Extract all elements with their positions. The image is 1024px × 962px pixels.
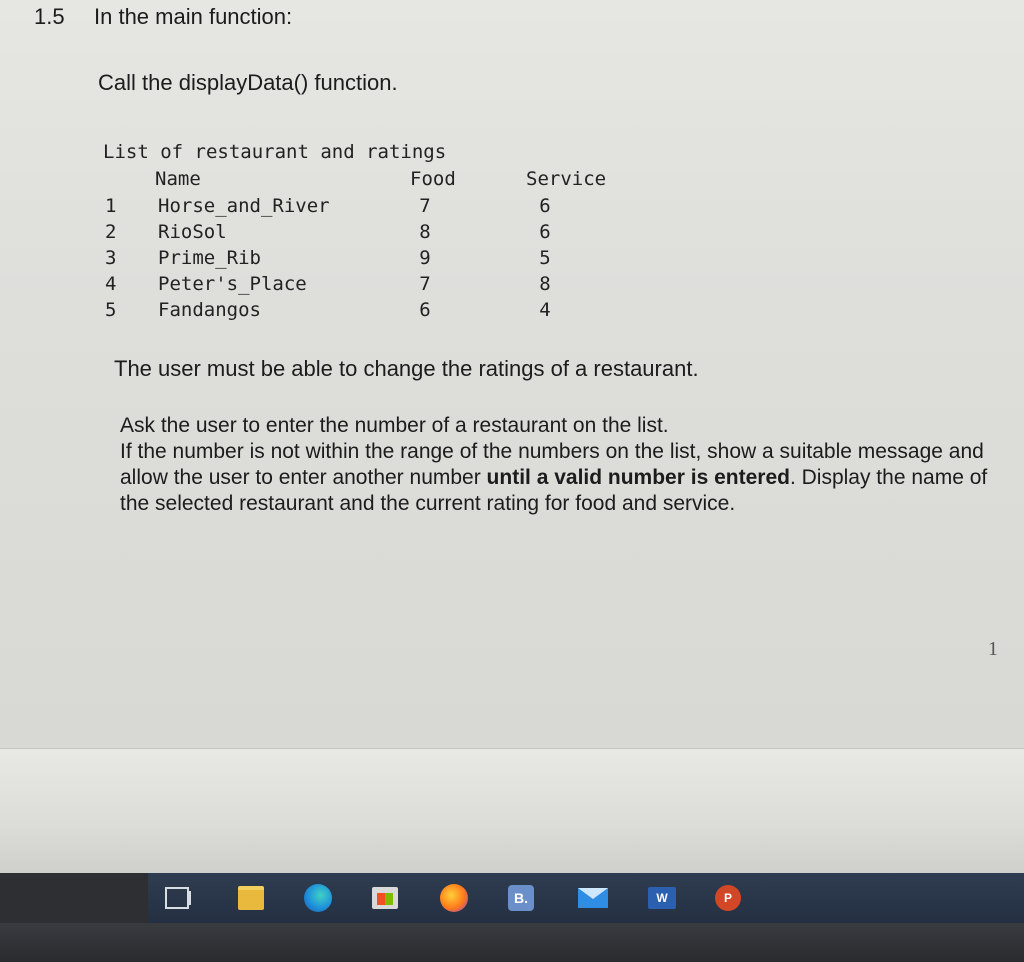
food-rating: 7: [419, 273, 431, 295]
word-icon[interactable]: [647, 883, 677, 913]
service-rating: 6: [539, 221, 551, 243]
food-rating: 9: [419, 247, 431, 269]
b-app-label: B.: [508, 885, 534, 911]
food-rating: 7: [419, 195, 431, 217]
screen-bezel: [0, 873, 148, 923]
taskbar: [148, 873, 1024, 923]
section-number: 1.5: [34, 4, 65, 29]
service-rating: 5: [539, 247, 551, 269]
task-line-2-end: . Display the name of the selected restaurant and the current rating for food and service.: [120, 466, 988, 515]
task-line-2-start: If the number is not within the range of the numbers on the list, show a suitable message and allow the user to enter another number: [120, 440, 984, 489]
restaurant-name: Peter's_Place: [158, 273, 307, 295]
task-line-2-bold: until a valid number is entered: [486, 466, 790, 489]
row-number: 5: [105, 299, 117, 321]
mail-icon[interactable]: [578, 883, 608, 913]
restaurant-name: Prime_Rib: [158, 247, 261, 269]
table-title: List of restaurant and ratings: [103, 141, 447, 163]
edge-icon[interactable]: [303, 883, 333, 913]
row-number: 1: [105, 195, 117, 217]
ppt-label: P: [715, 885, 741, 911]
food-rating: 8: [419, 221, 431, 243]
column-header-service: Service: [526, 168, 607, 190]
task-view-icon[interactable]: [162, 883, 192, 913]
food-rating: 6: [419, 299, 431, 321]
screen-bezel-bottom: [0, 923, 1024, 962]
row-number: 3: [105, 247, 117, 269]
call-instruction: Call the displayData() function.: [98, 70, 398, 95]
service-rating: 4: [539, 299, 551, 321]
column-header-name: Name: [155, 168, 201, 190]
b-app-icon[interactable]: [506, 883, 536, 913]
file-explorer-icon[interactable]: [236, 883, 266, 913]
powerpoint-icon[interactable]: [713, 883, 743, 913]
store-icon[interactable]: [370, 883, 400, 913]
requirement-paragraph: The user must be able to change the ratings of a restaurant.: [114, 356, 699, 381]
row-number: 2: [105, 221, 117, 243]
window-bottom-area: [0, 748, 1024, 874]
page-number: 1: [988, 638, 998, 660]
task-description: [120, 413, 1010, 517]
service-rating: 8: [539, 273, 551, 295]
task-line-1: Ask the user to enter the number of a restaurant on the list.: [120, 414, 669, 437]
service-rating: 6: [539, 195, 551, 217]
restaurant-name: RioSol: [158, 221, 227, 243]
row-number: 4: [105, 273, 117, 295]
section-heading: In the main function:: [94, 4, 293, 29]
restaurant-name: Horse_and_River: [158, 195, 330, 217]
word-label: W: [648, 887, 676, 909]
column-header-food: Food: [410, 168, 456, 190]
restaurant-name: Fandangos: [158, 299, 261, 321]
firefox-icon[interactable]: [439, 883, 469, 913]
